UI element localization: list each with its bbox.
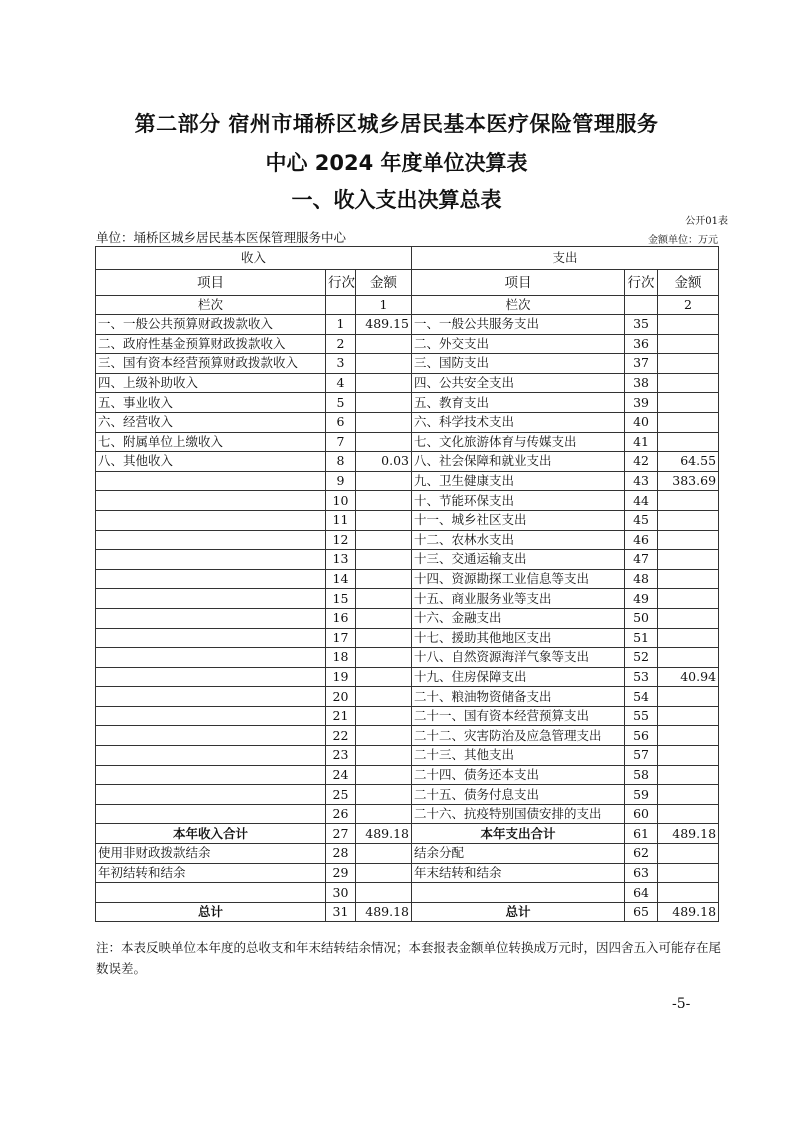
income-amount <box>356 863 412 883</box>
expense-amount <box>658 412 719 432</box>
income-amount: 0.03 <box>356 452 412 472</box>
income-item <box>96 785 326 805</box>
income-item: 使用非财政拨款结余 <box>96 844 326 864</box>
table-row <box>96 902 719 922</box>
table-row <box>96 530 719 550</box>
income-item: 六、经营收入 <box>96 412 326 432</box>
expense-amount <box>658 746 719 766</box>
income-amount <box>356 687 412 707</box>
table-row <box>96 471 719 491</box>
income-col-amount: 金额 <box>356 270 412 296</box>
income-item <box>96 510 326 530</box>
expense-amount <box>658 844 719 864</box>
income-row-number: 5 <box>326 393 356 413</box>
expense-amount <box>658 628 719 648</box>
income-row-number: 17 <box>326 628 356 648</box>
table-row <box>96 648 719 668</box>
expense-index-value: 2 <box>658 296 719 315</box>
expense-amount <box>658 765 719 785</box>
expense-row-number: 38 <box>625 373 658 393</box>
income-amount <box>356 746 412 766</box>
expense-amount <box>658 550 719 570</box>
expense-item: 十九、住房保障支出 <box>412 667 625 687</box>
income-amount <box>356 706 412 726</box>
income-amount <box>356 393 412 413</box>
expense-row-number: 40 <box>625 412 658 432</box>
expense-index-label: 栏次 <box>412 296 625 315</box>
income-item <box>96 648 326 668</box>
income-row-number: 7 <box>326 432 356 452</box>
expense-row-number: 48 <box>625 569 658 589</box>
expense-item: 八、社会保障和就业支出 <box>412 452 625 472</box>
expense-amount <box>658 334 719 354</box>
income-index-label: 栏次 <box>96 296 326 315</box>
income-row-number: 22 <box>326 726 356 746</box>
expense-item: 二十五、债务付息支出 <box>412 785 625 805</box>
income-item: 总计 <box>96 902 326 922</box>
income-amount <box>356 844 412 864</box>
income-row-number: 24 <box>326 765 356 785</box>
expense-amount <box>658 648 719 668</box>
income-item: 八、其他收入 <box>96 452 326 472</box>
income-col-row: 行次 <box>326 270 356 296</box>
expense-amount <box>658 530 719 550</box>
income-item: 三、国有资本经营预算财政拨款收入 <box>96 354 326 374</box>
table-row <box>96 608 719 628</box>
table-row <box>96 393 719 413</box>
expense-item: 三、国防支出 <box>412 354 625 374</box>
expense-col-item: 项目 <box>412 270 625 296</box>
document-title-line1: 第二部分 宿州市埇桥区城乡居民基本医疗保险管理服务 <box>134 112 659 136</box>
income-row-number: 6 <box>326 412 356 432</box>
income-header: 收入 <box>96 247 412 270</box>
expense-row-number: 57 <box>625 746 658 766</box>
expense-item: 十二、农林水支出 <box>412 530 625 550</box>
expense-item: 十五、商业服务业等支出 <box>412 589 625 609</box>
expense-row-number: 45 <box>625 510 658 530</box>
expense-item: 十、节能环保支出 <box>412 491 625 511</box>
expense-item: 年末结转和结余 <box>412 863 625 883</box>
expense-row-number: 41 <box>625 432 658 452</box>
expense-amount: 489.18 <box>658 902 719 922</box>
income-amount <box>356 471 412 491</box>
income-row-number: 21 <box>326 706 356 726</box>
expense-item: 本年支出合计 <box>412 824 625 844</box>
income-row-number: 26 <box>326 804 356 824</box>
income-amount <box>356 628 412 648</box>
table-row <box>96 550 719 570</box>
table-row <box>96 491 719 511</box>
income-amount <box>356 608 412 628</box>
income-row-number: 2 <box>326 334 356 354</box>
income-row-number: 11 <box>326 510 356 530</box>
income-item: 年初结转和结余 <box>96 863 326 883</box>
expense-row-number: 50 <box>625 608 658 628</box>
income-amount <box>356 373 412 393</box>
income-amount <box>356 667 412 687</box>
expense-item: 一、一般公共服务支出 <box>412 315 625 335</box>
expense-amount <box>658 569 719 589</box>
income-row-number: 25 <box>326 785 356 805</box>
income-amount: 489.18 <box>356 902 412 922</box>
income-amount <box>356 510 412 530</box>
income-amount <box>356 550 412 570</box>
table-row <box>96 373 719 393</box>
expense-amount <box>658 883 719 903</box>
expense-amount <box>658 589 719 609</box>
income-amount <box>356 883 412 903</box>
table-row <box>96 804 719 824</box>
expense-amount <box>658 491 719 511</box>
expense-item: 二十、粮油物资储备支出 <box>412 687 625 707</box>
income-item <box>96 746 326 766</box>
expense-row-number: 56 <box>625 726 658 746</box>
expense-item: 十八、自然资源海洋气象等支出 <box>412 648 625 668</box>
expense-amount <box>658 706 719 726</box>
expense-amount: 40.94 <box>658 667 719 687</box>
income-amount <box>356 648 412 668</box>
table-row <box>96 687 719 707</box>
income-item: 一、一般公共预算财政拨款收入 <box>96 315 326 335</box>
table-note: 注：本表反映单位本年度的总收支和年末结转结余情况；本套报表金额单位转换成万元时，因四舍五入可能存在尾数误差。 <box>96 940 722 976</box>
table-row <box>96 432 719 452</box>
expense-row-number: 49 <box>625 589 658 609</box>
expense-item: 二十六、抗疫特别国债安排的支出 <box>412 804 625 824</box>
table-row <box>96 824 719 844</box>
expense-row-number: 61 <box>625 824 658 844</box>
expense-row-number: 46 <box>625 530 658 550</box>
expense-amount <box>658 726 719 746</box>
expense-col-row: 行次 <box>625 270 658 296</box>
income-item: 五、事业收入 <box>96 393 326 413</box>
income-item <box>96 608 326 628</box>
expense-item: 七、文化旅游体育与传媒支出 <box>412 432 625 452</box>
expense-item: 二十二、灾害防治及应急管理支出 <box>412 726 625 746</box>
document-title-line2: 中心 2024 年度单位决算表 <box>265 151 528 175</box>
income-amount <box>356 530 412 550</box>
expense-header: 支出 <box>412 247 719 270</box>
income-row-number: 15 <box>326 589 356 609</box>
income-row-number: 12 <box>326 530 356 550</box>
expense-row-number: 53 <box>625 667 658 687</box>
income-row-number: 28 <box>326 844 356 864</box>
table-row <box>96 844 719 864</box>
table-row <box>96 315 719 335</box>
expense-item: 五、教育支出 <box>412 393 625 413</box>
income-row-number: 29 <box>326 863 356 883</box>
expense-row-number: 60 <box>625 804 658 824</box>
expense-row-number: 42 <box>625 452 658 472</box>
expense-amount <box>658 785 719 805</box>
expense-item: 十一、城乡社区支出 <box>412 510 625 530</box>
income-row-number: 27 <box>326 824 356 844</box>
expense-amount <box>658 863 719 883</box>
income-amount <box>356 589 412 609</box>
column-index-row <box>96 296 719 315</box>
expense-item: 二十一、国有资本经营预算支出 <box>412 706 625 726</box>
income-item <box>96 569 326 589</box>
income-item <box>96 726 326 746</box>
income-row-number: 19 <box>326 667 356 687</box>
expense-item: 九、卫生健康支出 <box>412 471 625 491</box>
expense-item: 二十三、其他支出 <box>412 746 625 766</box>
table-row <box>96 452 719 472</box>
income-row-number: 30 <box>326 883 356 903</box>
expense-amount <box>658 354 719 374</box>
income-row-number: 8 <box>326 452 356 472</box>
income-amount <box>356 354 412 374</box>
expense-item <box>412 883 625 903</box>
expense-item: 二、外交支出 <box>412 334 625 354</box>
income-index-row-blank <box>326 296 356 315</box>
expense-row-number: 36 <box>625 334 658 354</box>
expense-row-number: 54 <box>625 687 658 707</box>
expense-item: 十四、资源勘探工业信息等支出 <box>412 569 625 589</box>
table-row <box>96 589 719 609</box>
page-number: -5- <box>672 996 691 1012</box>
expense-item: 结余分配 <box>412 844 625 864</box>
expense-amount <box>658 510 719 530</box>
income-expense-table <box>95 246 719 922</box>
table-row <box>96 706 719 726</box>
expense-amount <box>658 804 719 824</box>
income-row-number: 31 <box>326 902 356 922</box>
income-amount <box>356 785 412 805</box>
table-row <box>96 863 719 883</box>
expense-row-number: 62 <box>625 844 658 864</box>
income-row-number: 1 <box>326 315 356 335</box>
income-item <box>96 491 326 511</box>
expense-row-number: 35 <box>625 315 658 335</box>
expense-row-number: 65 <box>625 902 658 922</box>
table-row <box>96 765 719 785</box>
unit-label: 单位：埇桥区城乡居民基本医保管理服务中心 <box>96 230 347 245</box>
income-item <box>96 471 326 491</box>
table-row <box>96 510 719 530</box>
income-row-number: 16 <box>326 608 356 628</box>
income-item: 四、上级补助收入 <box>96 373 326 393</box>
income-row-number: 14 <box>326 569 356 589</box>
expense-item: 六、科学技术支出 <box>412 412 625 432</box>
expense-row-number: 63 <box>625 863 658 883</box>
income-amount: 489.15 <box>356 315 412 335</box>
income-row-number: 10 <box>326 491 356 511</box>
income-amount: 489.18 <box>356 824 412 844</box>
table-row <box>96 785 719 805</box>
expense-row-number: 64 <box>625 883 658 903</box>
expense-amount: 383.69 <box>658 471 719 491</box>
income-item <box>96 550 326 570</box>
expense-row-number: 47 <box>625 550 658 570</box>
income-row-number: 18 <box>326 648 356 668</box>
table-row <box>96 667 719 687</box>
expense-row-number: 39 <box>625 393 658 413</box>
income-item <box>96 883 326 903</box>
expense-item: 二十四、债务还本支出 <box>412 765 625 785</box>
income-amount <box>356 491 412 511</box>
table-row <box>96 354 719 374</box>
income-row-number: 9 <box>326 471 356 491</box>
expense-row-number: 43 <box>625 471 658 491</box>
income-amount <box>356 726 412 746</box>
income-item <box>96 706 326 726</box>
expense-row-number: 44 <box>625 491 658 511</box>
income-amount <box>356 569 412 589</box>
income-row-number: 4 <box>326 373 356 393</box>
income-item <box>96 667 326 687</box>
expense-item: 十六、金融支出 <box>412 608 625 628</box>
expense-amount <box>658 393 719 413</box>
expense-row-number: 58 <box>625 765 658 785</box>
column-header-row <box>96 270 719 296</box>
income-item <box>96 804 326 824</box>
income-row-number: 23 <box>326 746 356 766</box>
income-row-number: 3 <box>326 354 356 374</box>
table-row <box>96 628 719 648</box>
expense-row-number: 55 <box>625 706 658 726</box>
income-amount <box>356 412 412 432</box>
table-title: 一、收入支出决算总表 <box>291 188 502 212</box>
income-amount <box>356 432 412 452</box>
expense-item: 总计 <box>412 902 625 922</box>
expense-amount <box>658 315 719 335</box>
form-number: 公开01表 <box>685 216 728 227</box>
expense-amount <box>658 608 719 628</box>
expense-amount <box>658 373 719 393</box>
expense-amount <box>658 432 719 452</box>
table-row <box>96 746 719 766</box>
income-item: 七、附属单位上缴收入 <box>96 432 326 452</box>
expense-item: 四、公共安全支出 <box>412 373 625 393</box>
expense-item: 十七、援助其他地区支出 <box>412 628 625 648</box>
income-index-value: 1 <box>356 296 412 315</box>
table-row <box>96 412 719 432</box>
expense-row-number: 52 <box>625 648 658 668</box>
section-header-row <box>96 247 719 270</box>
income-row-number: 20 <box>326 687 356 707</box>
income-item <box>96 589 326 609</box>
income-col-item: 项目 <box>96 270 326 296</box>
income-item <box>96 530 326 550</box>
income-item <box>96 687 326 707</box>
table-row <box>96 569 719 589</box>
income-item: 本年收入合计 <box>96 824 326 844</box>
expense-amount: 489.18 <box>658 824 719 844</box>
table-row <box>96 726 719 746</box>
expense-row-number: 51 <box>625 628 658 648</box>
table-row <box>96 883 719 903</box>
income-amount <box>356 804 412 824</box>
income-amount <box>356 765 412 785</box>
expense-index-row-blank <box>625 296 658 315</box>
amount-unit: 金额单位：万元 <box>648 235 718 246</box>
income-row-number: 13 <box>326 550 356 570</box>
income-item: 二、政府性基金预算财政拨款收入 <box>96 334 326 354</box>
income-item <box>96 628 326 648</box>
table-row <box>96 334 719 354</box>
expense-item: 十三、交通运输支出 <box>412 550 625 570</box>
expense-row-number: 59 <box>625 785 658 805</box>
income-item <box>96 765 326 785</box>
income-amount <box>356 334 412 354</box>
expense-col-amount: 金额 <box>658 270 719 296</box>
expense-amount: 64.55 <box>658 452 719 472</box>
expense-amount <box>658 687 719 707</box>
expense-row-number: 37 <box>625 354 658 374</box>
